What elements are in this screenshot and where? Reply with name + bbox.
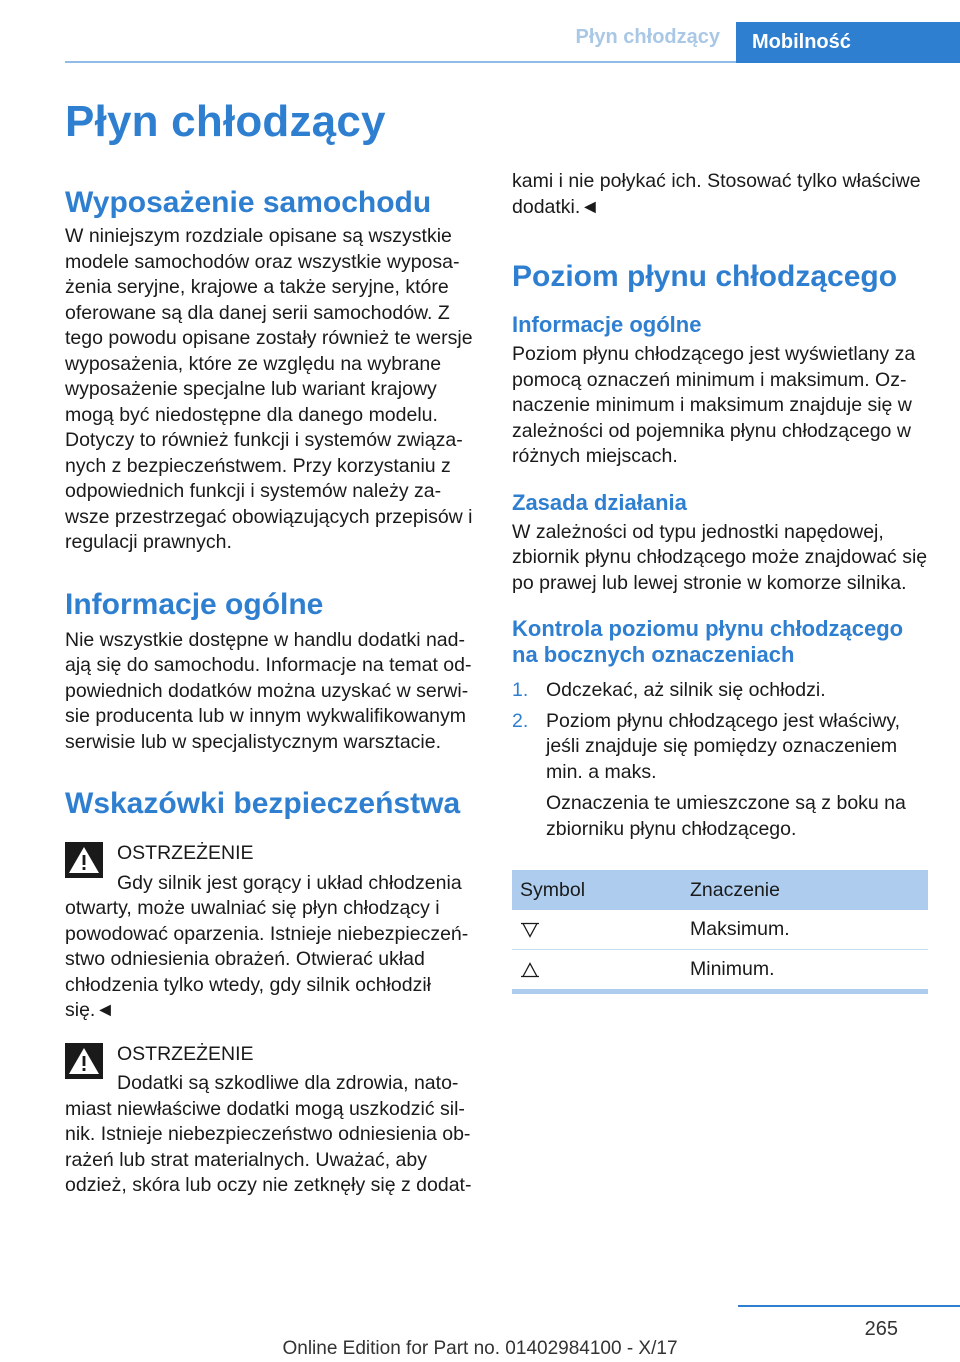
general-info-text: Nie wszystkie dostępne w handlu dodatki nadają się do samochodu. Informacje na temat odpowiednich dodatków można uzyskać w serwisie producenta lub w innym wykwalifikowanym serwisie lub w specjalistycznym warsztacie.	[65, 628, 472, 753]
warning-2-text: Dodatki są szkodliwe dla zdrowia, natomiast niewłaściwe dodatki mogą uszkodzić silnik. Istnieje niebezpieczeństwo odniesienia obrażeń lub strat materialnych. Uważać, aby odzież, skóra lub oczy nie zetknęły się z dodat-	[65, 1072, 472, 1196]
list-item	[512, 678, 928, 704]
meaning-cell: Maksimum.	[682, 910, 928, 950]
min-marker-icon	[520, 962, 540, 978]
vehicle-features-heading: Wyposażenie samochodu	[65, 186, 432, 219]
vehicle-features-text: W niniejszym rozdziale opisane są wszystkie modele samochodów oraz wszystkie wyposażenia seryjne, krajowe a także seryjne, które oferowane są dla danej serii samochodów. Z tego powodu opisane zostały również te wersje wyposażenia, które ze względu na wybrane wyposażenie specjalne lub wariant krajowy mogą być niedostępne dla danego modelu. Dotyczy to również funkcji i systemów związanych z bezpieczeństwem. Przy korzystaniu z odpowiednich funkcji i systemów należy zawsze przestrzegać obowiązujących przepisów i regulacji prawnych.	[65, 225, 473, 553]
left-column	[65, 184, 479, 1199]
step-text: Poziom płynu chłodzącego jest właściwy, jeśli znajduje się pomiędzy oznaczeniem min. a maks.	[546, 709, 901, 783]
table-row	[512, 950, 928, 992]
table-header-row	[512, 870, 928, 910]
meaning-cell: Minimum.	[682, 950, 928, 992]
warning-1-text: Gdy silnik jest gorący i układ chłodzenia otwarty, może uwalniać się płyn chłodzący i powodować oparzenia. Istnieje niebezpieczeństwo odniesienia obrażeń. Otwierać układ chłodzenia tylko wtedy, gdy silnik ochłodził się.◄	[65, 871, 469, 1021]
principle-text: W zależności od typu jednostki napędowej, zbiornik płynu chłodzącego może znajdować się po prawej lub lewej stronie w komorze silnika.	[512, 520, 928, 594]
coolant-level-heading: Poziom płynu chłodzącego	[512, 260, 898, 293]
general-info-heading: Informacje ogólne	[65, 587, 324, 621]
safety-heading: Wskazówki bezpieczeństwa	[65, 787, 461, 820]
header-chapter-tab[interactable]: Mobilność	[736, 22, 960, 63]
footer-edition: Online Edition for Part no. 01402984100 - X/17	[282, 1338, 678, 1359]
warning-triangle-icon	[65, 1043, 103, 1079]
right-column	[512, 169, 928, 994]
page-number-rule	[738, 1305, 960, 1307]
table-row	[512, 910, 928, 950]
list-item	[512, 709, 928, 843]
column-header-symbol: Symbol	[512, 870, 682, 910]
level-check-heading: Kontrola poziomu płynu chłodzącego na bocznych oznaczeniach	[512, 616, 904, 667]
warning-block-2	[65, 1042, 479, 1068]
column-header-meaning: Znaczenie	[682, 870, 928, 910]
step-number: 2.	[512, 709, 529, 732]
warning-block-1	[65, 841, 479, 867]
step-note: Oznaczenia te umieszczone są z boku na zbiorniku płynu chłodzącego.	[546, 792, 906, 840]
symbol-table	[512, 870, 928, 994]
max-marker-icon	[520, 922, 540, 938]
warning-triangle-icon	[65, 842, 103, 878]
page-title: Płyn chłodzący	[65, 97, 386, 146]
level-check-steps	[512, 678, 928, 842]
symbol-cell	[512, 950, 682, 992]
warning-2-continuation: kami i nie połykać ich. Stosować tylko właściwe dodatki.◄	[512, 170, 921, 218]
header-section-link[interactable]: Płyn chłodzący	[575, 26, 720, 48]
coolant-general-heading: Informacje ogólne	[512, 312, 702, 337]
warning-1-title: OSTRZEŻENIE	[117, 842, 254, 864]
warning-2-title: OSTRZEŻENIE	[117, 1042, 254, 1065]
page-number: 265	[864, 1318, 898, 1340]
step-number: 1.	[512, 679, 529, 701]
coolant-general-text: Poziom płynu chłodzącego jest wyświetlany za pomocą oznaczeń minimum i maksimum. Oznaczenie minimum i maksimum znajduje się w zależności od pojemnika płynu chłodzącego w różnych miejscach.	[512, 343, 916, 467]
step-text: Odczekać, aż silnik się ochłodzi.	[546, 679, 826, 701]
principle-heading: Zasada działania	[512, 489, 687, 515]
symbol-cell	[512, 910, 682, 950]
